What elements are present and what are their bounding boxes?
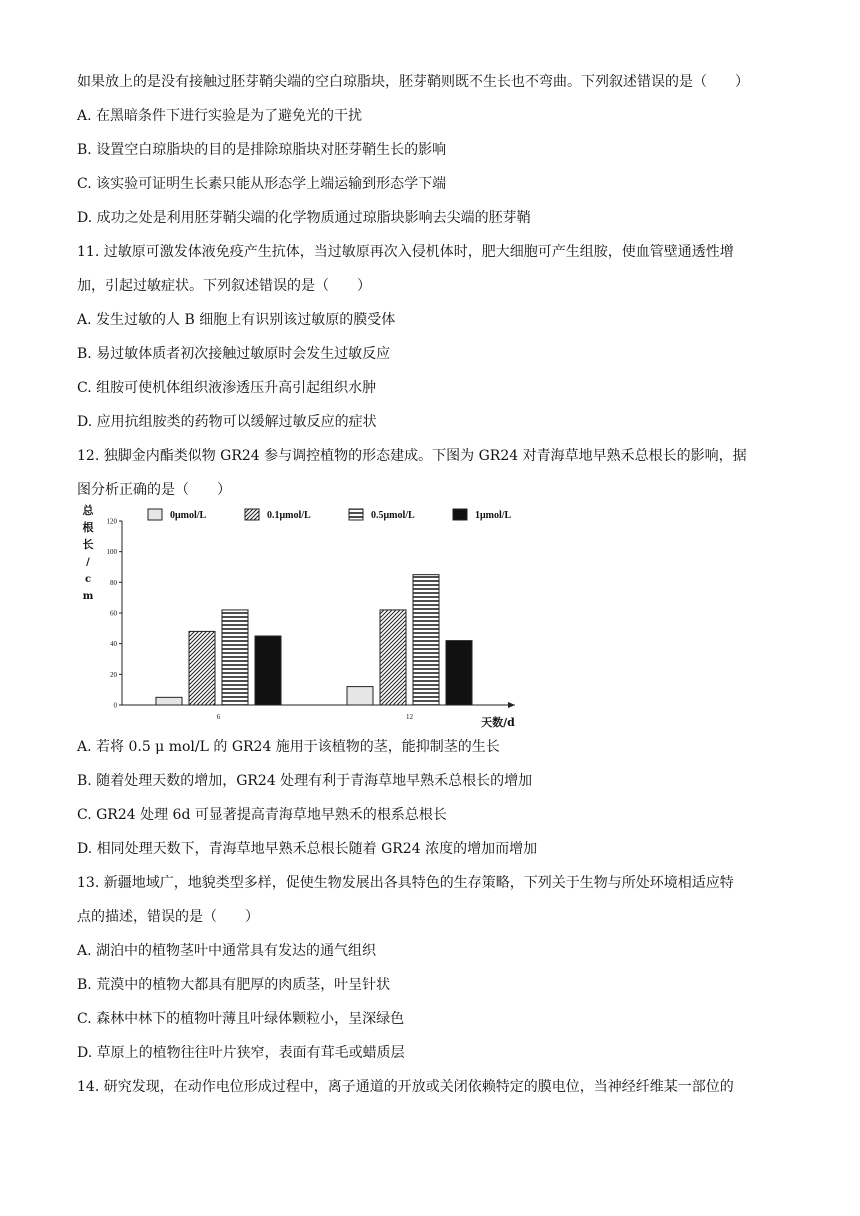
q11-option-b: B. 易过敏体质者初次接触过敏原时会发生过敏反应	[77, 346, 391, 362]
q12-stem-line1: 12. 独脚金内酯类似物 GR24 参与调控植物的形态建成。下图为 GR24 对青海草地早熟禾总根长的影响，据	[77, 448, 747, 464]
bar-6-series-1	[189, 631, 215, 705]
q13-option-a: A. 湖泊中的植物茎叶中通常具有发达的通气组织	[77, 943, 377, 959]
q11-option-a: A. 发生过敏的人 B 细胞上有识别该过敏原的膜受体	[77, 312, 396, 328]
q13-stem-line1: 13. 新疆地域广，地貌类型多样，促使生物发展出各具特色的生存策略，下列关于生物与所处环境相适应特	[77, 875, 734, 891]
bar-12-series-0	[347, 687, 373, 705]
legend-label-3: 1μmol/L	[475, 510, 512, 521]
q13-option-b: B. 荒漠中的植物大都具有肥厚的肉质茎，叶呈针状	[77, 977, 391, 993]
q13-option-d: D. 草原上的植物往往叶片狭窄，表面有茸毛或蜡质层	[77, 1045, 405, 1061]
y-tick-label: 80	[110, 578, 117, 587]
y-tick-label: 100	[106, 548, 117, 557]
q12-stem-line2: 图分析正确的是（ ）	[77, 482, 231, 498]
x-axis-arrow	[508, 702, 515, 708]
chart-svg	[70, 504, 540, 732]
q10-option-d: D. 成功之处是利用胚芽鞘尖端的化学物质通过琼脂块影响去尖端的胚芽鞘	[77, 210, 531, 226]
q11-stem-line2: 加，引起过敏症状。下列叙述错误的是（ ）	[77, 278, 371, 294]
legend-swatch-0	[148, 509, 162, 520]
q14-stem-line1: 14. 研究发现，在动作电位形成过程中，离子通道的开放或关闭依赖特定的膜电位，当神经纤维某一部位的	[77, 1079, 734, 1095]
legend-label-0: 0μmol/L	[170, 510, 207, 521]
q10-stem-tail: 如果放上的是没有接触过胚芽鞘尖端的空白琼脂块，胚芽鞘则既不生长也不弯曲。下列叙述错误的是（ ）	[77, 74, 749, 90]
legend-label-2: 0.5μmol/L	[371, 510, 415, 521]
bar-12-series-1	[380, 610, 406, 705]
y-tick-label: 20	[110, 670, 117, 679]
q13-stem-line2: 点的描述，错误的是（ ）	[77, 909, 259, 925]
x-tick-label: 6	[216, 713, 221, 721]
y-axis-title: 总根长/ c m	[82, 504, 94, 602]
x-axis-title: 天数/d	[481, 716, 515, 729]
bar-6-series-0	[156, 697, 182, 705]
legend-label-1: 0.1μmol/L	[267, 510, 311, 521]
q12-option-d: D. 相同处理天数下，青海草地早熟禾总根长随着 GR24 浓度的增加而增加	[77, 841, 538, 857]
q13-option-c: C. 森林中林下的植物叶薄且叶绿体颗粒小，呈深绿色	[77, 1011, 405, 1027]
bar-chart	[70, 504, 540, 732]
q11-option-c: C. 组胺可使机体组织液渗透压升高引起组织水肿	[77, 380, 377, 396]
bar-6-series-3	[255, 636, 281, 705]
q10-option-a: A. 在黑暗条件下进行实验是为了避免光的干扰	[77, 108, 363, 124]
bar-6-series-2	[222, 610, 248, 705]
bar-12-series-3	[446, 641, 472, 705]
q12-option-b: B. 随着处理天数的增加，GR24 处理有利于青海草地早熟禾总根长的增加	[77, 773, 533, 789]
y-tick-label: 60	[110, 609, 117, 618]
q11-option-d: D. 应用抗组胺类的药物可以缓解过敏反应的症状	[77, 414, 377, 430]
legend-swatch-2	[349, 509, 363, 520]
q12-option-a: A. 若将 0.5 μ mol/L 的 GR24 施用于该植物的茎，能抑制茎的生长	[77, 739, 500, 755]
bar-12-series-2	[413, 575, 439, 705]
x-tick-label: 12	[406, 713, 413, 721]
legend-swatch-3	[453, 509, 467, 520]
y-tick-label: 0	[113, 701, 117, 710]
q10-option-b: B. 设置空白琼脂块的目的是排除琼脂块对胚芽鞘生长的影响	[77, 142, 447, 158]
legend-swatch-1	[245, 509, 259, 520]
q12-option-c: C. GR24 处理 6d 可显著提高青海草地早熟禾的根系总根长	[77, 807, 447, 823]
q11-stem-line1: 11. 过敏原可激发体液免疫产生抗体，当过敏原再次入侵机体时，肥大细胞可产生组胺，使血管壁通透性增	[77, 244, 734, 260]
y-tick-label: 40	[110, 640, 117, 649]
y-tick-label: 120	[106, 517, 117, 526]
q10-option-c: C. 该实验可证明生长素只能从形态学上端运输到形态学下端	[77, 176, 447, 192]
